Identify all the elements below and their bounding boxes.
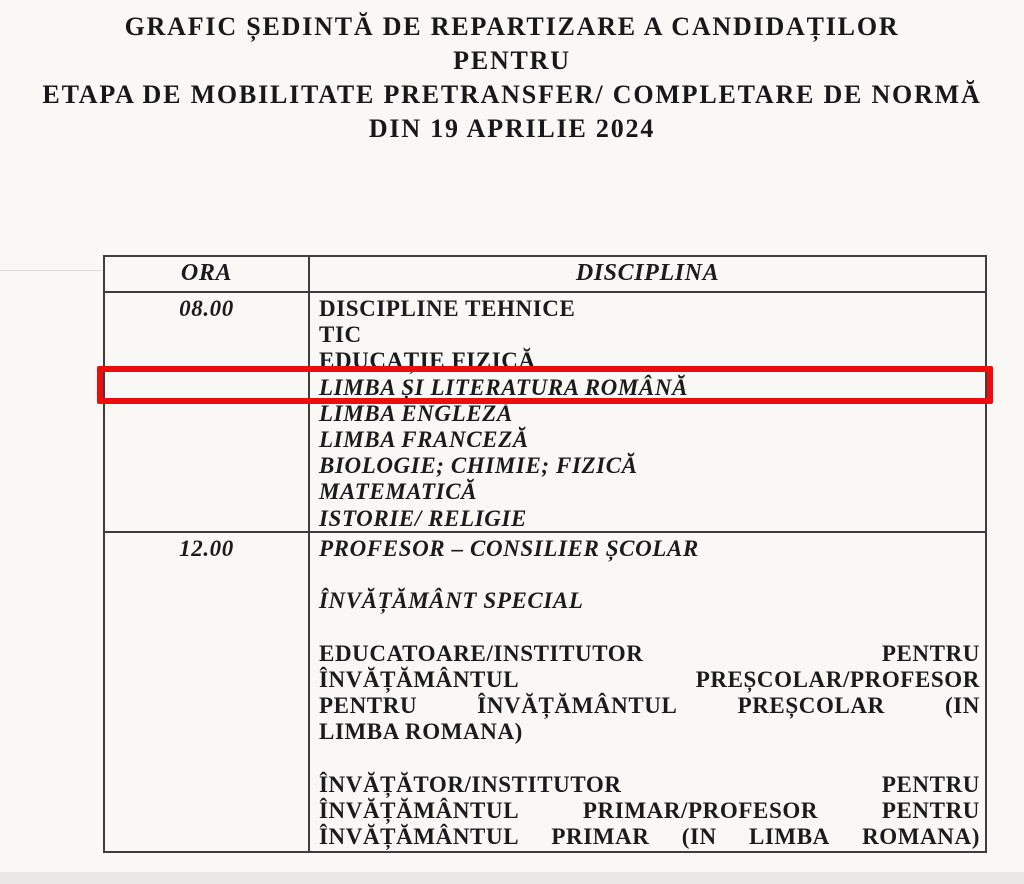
discipline-line-justified — [319, 798, 980, 824]
line-token: PENTRU — [881, 771, 980, 797]
line-token: LIMBA — [748, 824, 830, 850]
time-cell-0800 — [105, 293, 310, 533]
disciplines-cell-0800 — [310, 293, 985, 533]
line-token: PRIMAR/PROFESOR — [582, 797, 819, 823]
line-token: EDUCATOARE/INSTITUTOR — [319, 640, 644, 666]
line-token: (IN — [944, 693, 980, 719]
discipline-line-justified — [319, 641, 980, 667]
discipline-line-highlighted: LIMBA ȘI LITERATURA ROMÂNĂ — [319, 374, 689, 400]
document-title — [0, 10, 1024, 146]
schedule-table — [103, 255, 987, 853]
discipline-line: MATEMATICĂ — [319, 479, 478, 505]
discipline-line-justified — [319, 667, 980, 693]
line-token: PENTRU — [319, 693, 418, 719]
line-token: PENTRU — [881, 640, 980, 666]
disciplines-cell-1200 — [310, 533, 985, 851]
title-line-2: PENTRU — [453, 46, 571, 75]
discipline-line: LIMBA ROMANA) — [319, 719, 523, 745]
title-line-1: GRAFIC ȘEDINTĂ DE REPARTIZARE A CANDIDAȚILOR — [124, 12, 900, 41]
discipline-line: EDUCAȚIE FIZICĂ — [319, 348, 536, 374]
discipline-line: LIMBA ENGLEZĂ — [319, 400, 513, 426]
time-cell-1200 — [105, 533, 310, 851]
discipline-line-justified — [319, 824, 980, 850]
header-cell-ora: ORA — [105, 257, 310, 293]
header-cell-disciplina: DISCIPLINA — [310, 257, 985, 293]
discipline-line: BIOLOGIE; CHIMIE; FIZICĂ — [319, 453, 638, 479]
line-token: PENTRU — [881, 797, 980, 823]
discipline-line: ÎNVĂȚĂMÂNT SPECIAL — [319, 588, 584, 614]
discipline-line: TIC — [319, 322, 362, 348]
time-value: 08.00 — [179, 296, 234, 321]
page-bottom-edge — [0, 872, 1024, 884]
line-token: ÎNVĂȚĂMÂNTUL — [477, 693, 678, 719]
line-token: ROMANA) — [862, 824, 980, 850]
discipline-line: LIMBA FRANCEZĂ — [319, 426, 529, 452]
line-token: ÎNVĂȚĂTOR/INSTITUTOR — [319, 771, 622, 797]
title-line-4: DIN 19 APRILIE 2024 — [368, 114, 656, 143]
highlight-box — [97, 366, 993, 404]
blank-line — [319, 615, 980, 641]
title-line-3: ETAPA DE MOBILITATE PRETRANSFER/ COMPLETARE DE NORMĂ — [42, 80, 982, 109]
time-value: 12.00 — [179, 536, 234, 561]
line-token: PREȘCOLAR/PROFESOR — [695, 666, 980, 692]
discipline-line: ISTORIE/ RELIGIE — [319, 505, 527, 531]
discipline-line: PROFESOR – CONSILIER ȘCOLAR — [319, 536, 699, 561]
line-token: (IN — [681, 824, 717, 850]
discipline-line-justified — [319, 772, 980, 798]
line-token: ÎNVĂȚĂMÂNTUL — [319, 797, 520, 823]
discipline-line-justified — [319, 693, 980, 719]
scan-artifact-line — [0, 270, 102, 271]
blank-line — [319, 746, 980, 772]
discipline-line: DISCIPLINE TEHNICE — [319, 296, 576, 321]
blank-line — [319, 562, 980, 588]
line-token: PREȘCOLAR — [737, 693, 885, 719]
line-token: ÎNVĂȚĂMÂNTUL — [319, 666, 520, 692]
line-token: ÎNVĂȚĂMÂNTUL — [319, 824, 520, 850]
line-token: PRIMAR — [551, 824, 650, 850]
